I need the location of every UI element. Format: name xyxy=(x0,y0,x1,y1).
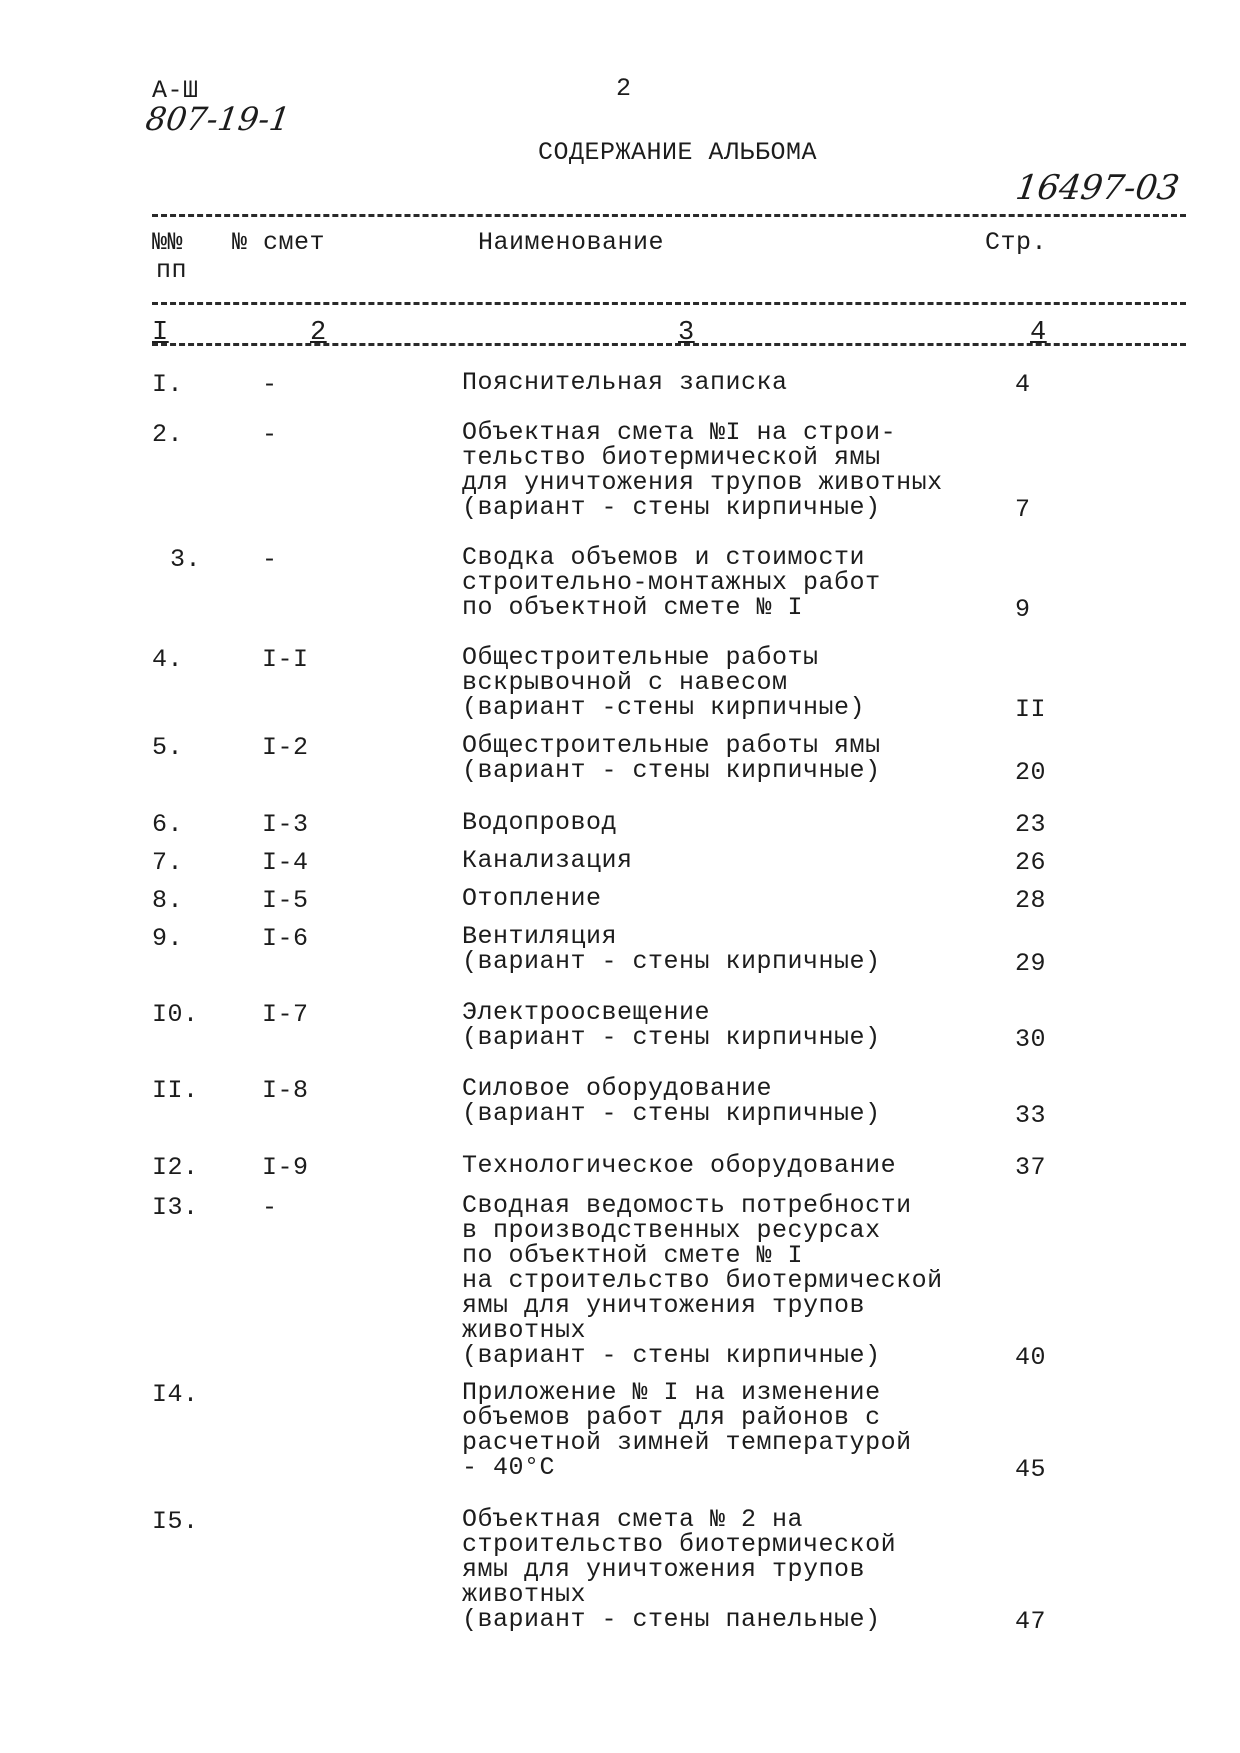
row-number: II. xyxy=(152,1076,199,1105)
page-ref: 45 xyxy=(1015,1455,1047,1484)
estimate-code: - xyxy=(262,545,278,574)
item-name xyxy=(462,1380,912,1480)
row-number: I3. xyxy=(152,1193,199,1222)
estimate-code: I-9 xyxy=(262,1153,309,1182)
estimate-code: I-8 xyxy=(262,1076,309,1105)
page-ref: 26 xyxy=(1015,848,1047,877)
item-name xyxy=(462,1193,943,1368)
item-name-line: Объектная смета №I на строи- xyxy=(462,418,897,447)
page-ref: 33 xyxy=(1015,1101,1047,1130)
estimate-code: - xyxy=(262,1193,278,1222)
item-name-line: тельство биотермической ямы xyxy=(462,443,881,472)
item-name-line: животных xyxy=(462,1316,587,1345)
item-name-line: для уничтожения трупов животных xyxy=(462,468,943,497)
item-name-line: строительство биотермической xyxy=(462,1530,897,1559)
header-name: Наименование xyxy=(478,228,665,257)
column-number-2: 2 xyxy=(310,318,327,348)
item-name-line: в производственных ресурсах xyxy=(462,1216,881,1245)
header-num-line1: №№ xyxy=(152,228,184,257)
item-name-line: Канализация xyxy=(462,846,633,875)
row-number: 5. xyxy=(152,733,184,762)
item-name-line: по объектной смете № I xyxy=(462,593,804,622)
estimate-code: I-6 xyxy=(262,924,309,953)
item-name-line: (вариант - стены кирпичные) xyxy=(462,1341,881,1370)
column-number-1: I xyxy=(152,318,169,348)
row-number: I. xyxy=(152,370,184,399)
estimate-code: - xyxy=(262,420,278,449)
item-name-line: Водопровод xyxy=(462,808,618,837)
item-name xyxy=(462,1153,896,1178)
page-ref: II xyxy=(1015,695,1047,724)
page-ref: 40 xyxy=(1015,1343,1047,1372)
item-name-line: (вариант - стены кирпичные) xyxy=(462,947,881,976)
item-name-line: на строительство биотермической xyxy=(462,1266,943,1295)
page-ref: 28 xyxy=(1015,886,1047,915)
row-number: I5. xyxy=(152,1507,199,1536)
estimate-code: I-3 xyxy=(262,810,309,839)
row-number: 3. xyxy=(170,545,202,574)
page-ref: 7 xyxy=(1015,495,1031,524)
item-name-line: (вариант - стены кирпичные) xyxy=(462,756,881,785)
document-number: 16497-03 xyxy=(1013,168,1182,208)
series-number: 807-19-1 xyxy=(143,100,293,138)
item-name xyxy=(462,370,788,395)
row-number: 4. xyxy=(152,645,184,674)
item-name-line: вскрывочной с навесом xyxy=(462,668,788,697)
item-name-line: Технологическое оборудование xyxy=(462,1151,897,1180)
item-name-line: Отопление xyxy=(462,884,602,913)
estimate-code: I-I xyxy=(262,645,309,674)
item-name-line: Силовое оборудование xyxy=(462,1074,773,1103)
row-number: 8. xyxy=(152,886,184,915)
item-name-line: (вариант - стены кирпичные) xyxy=(462,493,881,522)
page-ref: 47 xyxy=(1015,1607,1047,1636)
item-name-line: Сводная ведомость потребности xyxy=(462,1191,912,1220)
item-name-line: по объектной смете № I xyxy=(462,1241,804,1270)
item-name xyxy=(462,645,865,720)
page-ref: 4 xyxy=(1015,370,1031,399)
row-number: 2. xyxy=(152,420,184,449)
estimate-code: I-4 xyxy=(262,848,309,877)
estimate-code: I-5 xyxy=(262,886,309,915)
item-name-line: (вариант - стены панельные) xyxy=(462,1605,881,1634)
item-name xyxy=(462,810,617,835)
row-number: 6. xyxy=(152,810,184,839)
page-ref: 37 xyxy=(1015,1153,1047,1182)
page-ref: 20 xyxy=(1015,758,1047,787)
row-number: 9. xyxy=(152,924,184,953)
item-name-line: Общестроительные работы ямы xyxy=(462,731,881,760)
row-number: I4. xyxy=(152,1380,199,1409)
row-number: 7. xyxy=(152,848,184,877)
item-name-line: (вариант - стены кирпичные) xyxy=(462,1023,881,1052)
page-ref: 9 xyxy=(1015,595,1031,624)
estimate-code: - xyxy=(262,370,278,399)
item-name-line: Объектная смета № 2 на xyxy=(462,1505,804,1534)
item-name-line: Вентиляция xyxy=(462,922,618,951)
item-name-line: ямы для уничтожения трупов xyxy=(462,1291,866,1320)
column-number-4: 4 xyxy=(1030,318,1047,348)
estimate-code: I-7 xyxy=(262,1000,309,1029)
item-name-line: Пояснительная записка xyxy=(462,368,788,397)
item-name-line: - 40°C xyxy=(462,1453,556,1482)
row-number: I2. xyxy=(152,1153,199,1182)
item-name-line: строительно-монтажных работ xyxy=(462,568,881,597)
item-name-line: (вариант -стены кирпичные) xyxy=(462,693,866,722)
item-name-line: Приложение № I на изменение xyxy=(462,1378,881,1407)
item-name-line: Общестроительные работы xyxy=(462,643,819,672)
item-name xyxy=(462,1000,881,1050)
item-name xyxy=(462,886,602,911)
album-code: А-Ш xyxy=(152,76,199,105)
table-top-rule xyxy=(152,214,1186,217)
item-name-line: объемов работ для районов с xyxy=(462,1403,881,1432)
page-title: СОДЕРЖАНИЕ АЛЬБОМА xyxy=(538,138,818,167)
header-estimate: № смет xyxy=(232,228,326,257)
item-name-line: Электроосвещение xyxy=(462,998,711,1027)
item-name xyxy=(462,924,881,974)
header-page: Стр. xyxy=(985,228,1048,257)
page-number: 2 xyxy=(616,74,632,103)
column-numbers-rule xyxy=(152,343,1186,346)
item-name-line: животных xyxy=(462,1580,587,1609)
item-name-line: Сводка объемов и стоимости xyxy=(462,543,866,572)
item-name xyxy=(462,1076,881,1126)
page-ref: 23 xyxy=(1015,810,1047,839)
item-name-line: (вариант - стены кирпичные) xyxy=(462,1099,881,1128)
page-ref: 29 xyxy=(1015,949,1047,978)
item-name-line: ямы для уничтожения трупов xyxy=(462,1555,866,1584)
header-bottom-rule xyxy=(152,302,1186,305)
header-num-line2: пп xyxy=(156,256,188,285)
item-name xyxy=(462,420,943,520)
item-name xyxy=(462,545,881,620)
item-name xyxy=(462,1507,896,1632)
column-number-3: 3 xyxy=(678,318,695,348)
page-ref: 30 xyxy=(1015,1025,1047,1054)
estimate-code: I-2 xyxy=(262,733,309,762)
item-name xyxy=(462,848,633,873)
item-name-line: расчетной зимней температурой xyxy=(462,1428,912,1457)
row-number: I0. xyxy=(152,1000,199,1029)
item-name xyxy=(462,733,881,783)
